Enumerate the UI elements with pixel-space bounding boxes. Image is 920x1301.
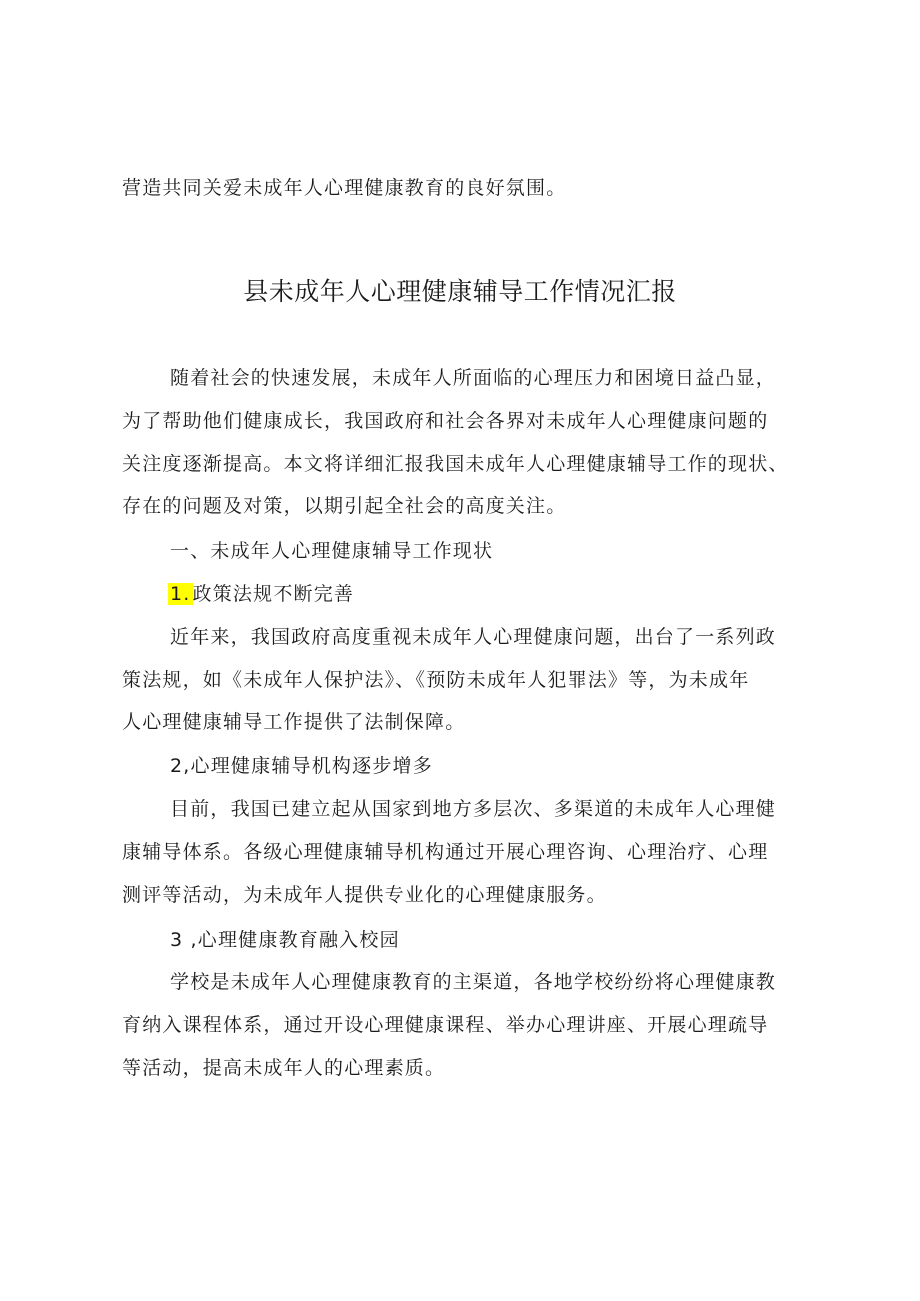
item3-body-line-3: 等活动，提高未成年人的心理素质。: [122, 1057, 446, 1079]
item2-body-line-2: 康辅导体系。各级心理健康辅导机构通过开展心理咨询、心理治疗、心理: [122, 841, 769, 863]
item-heading-2: 2,心理健康辅导机构逐步增多: [170, 755, 433, 777]
item1-body-line-3: 人心理健康辅导工作提供了法制保障。: [122, 711, 466, 733]
intro-line-1: 随着社会的快速发展，未成年人所面临的心理压力和困境日益凸显，: [170, 367, 777, 389]
document-title: 县未成年人心理健康辅导工作情况汇报: [243, 277, 677, 306]
item2-body-line-1: 目前，我国已建立起从国家到地方多层次、多渠道的未成年人心理健: [170, 798, 777, 820]
carryover-paragraph-line: 营造共同关爱未成年人心理健康教育的良好氛围。: [122, 177, 567, 199]
section-heading-1: 一、未成年人心理健康辅导工作现状: [170, 540, 494, 562]
item1-body-line-1: 近年来，我国政府高度重视未成年人心理健康问题，出台了一系列政: [170, 626, 777, 648]
item-heading-3: 3 ,心理健康教育融入校园: [170, 929, 400, 951]
item1-body-line-2: 策法规，如《未成年人保护法》、《预防未成年人犯罪法》等，为未成年: [122, 669, 750, 691]
item-heading-1-text: 政策法规不断完善: [192, 583, 355, 605]
item2-body-line-3: 测评等活动，为未成年人提供专业化的心理健康服务。: [122, 884, 607, 906]
intro-line-3: 关注度逐渐提高。本文将详细汇报我国未成年人心理健康辅导工作的现状、: [122, 453, 789, 475]
item3-body-line-1: 学校是未成年人心理健康教育的主渠道，各地学校纷纷将心理健康教: [170, 971, 777, 993]
intro-line-4: 存在的问题及对策，以期引起全社会的高度关注。: [122, 495, 567, 517]
item-number-1: 1.: [170, 583, 191, 605]
intro-line-2: 为了帮助他们健康成长，我国政府和社会各界对未成年人心理健康问题的: [122, 410, 769, 432]
item3-body-line-2: 育纳入课程体系，通过开设心理健康课程、举办心理讲座、开展心理疏导: [122, 1014, 769, 1036]
item-heading-1: [170, 582, 354, 606]
